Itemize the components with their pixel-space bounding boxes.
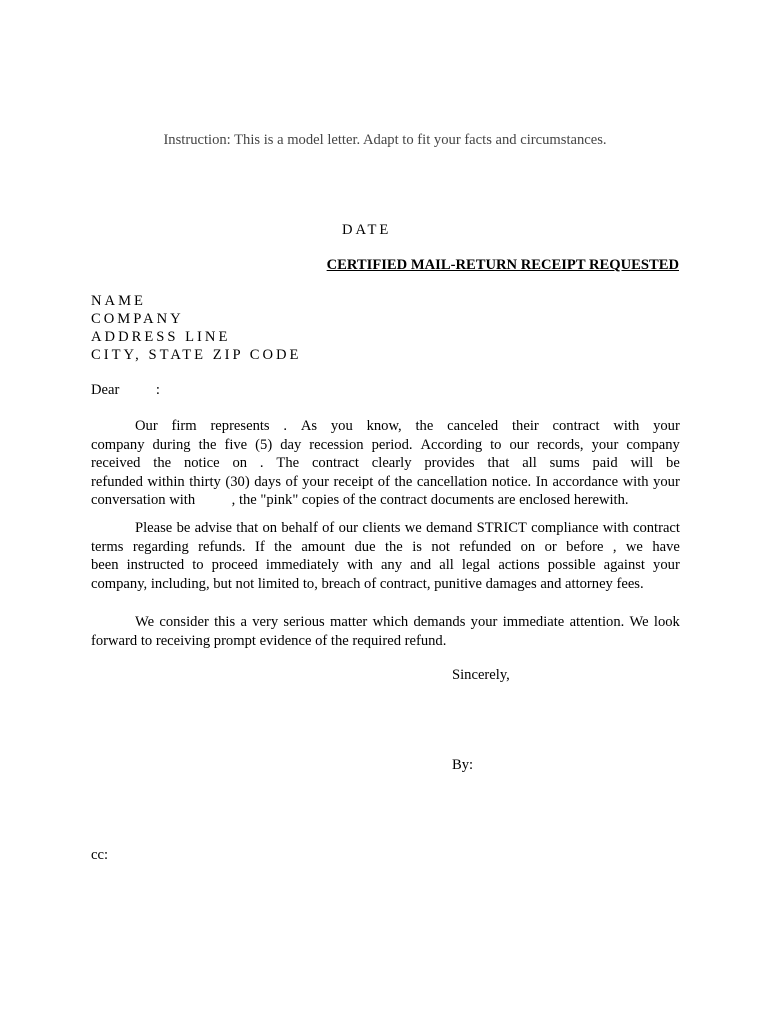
- paragraph-representation: [91, 417, 680, 510]
- paragraph-demand: [91, 519, 680, 593]
- paragraph-line: received the notice on . The contract clearly provides that all sums paid will be: [91, 455, 680, 471]
- recipient-city-state-zip: CITY, STATE ZIP CODE: [91, 347, 302, 363]
- recipient-address-line: ADDRESS LINE: [91, 329, 231, 345]
- paragraph-conclusion: [91, 613, 680, 650]
- paragraph-line: Our firm represents . As you know, the canceled their contract with your: [135, 418, 680, 434]
- paragraph-line: We consider this a very serious matter which demands your immediate attention. We look: [135, 614, 680, 630]
- paragraph-line: Please be advise that on behalf of our clients we demand STRICT compliance with contract: [135, 520, 680, 536]
- salutation: Dear :: [91, 382, 160, 398]
- paragraph-line: conversation with , the "pink" copies of the contract documents are enclosed herewith.: [91, 492, 629, 508]
- paragraph-line: company, including, but not limited to, breach of contract, punitive damages and attorney fees.: [91, 575, 644, 592]
- signature-by-label: By:: [452, 757, 474, 773]
- paragraph-line: refunded within thirty (30) days of your receipt of the cancellation notice. In accordance with your: [91, 473, 680, 490]
- recipient-company: COMPANY: [91, 311, 184, 327]
- recipient-address-block: [91, 292, 301, 364]
- certified-mail-heading: CERTIFIED MAIL-RETURN RECEIPT REQUESTED: [326, 257, 679, 273]
- paragraph-line: forward to receiving prompt evidence of the required refund.: [91, 632, 447, 649]
- instruction-note: Instruction: This is a model letter. Adapt to fit your facts and circumstances.: [163, 132, 607, 148]
- paragraph-line: company during the five (5) day recession period. According to our records, your company: [91, 436, 680, 453]
- closing: Sincerely,: [452, 667, 510, 683]
- recipient-name: NAME: [91, 293, 146, 309]
- cc-label: cc:: [91, 847, 109, 863]
- paragraph-line: been instructed to proceed immediately with any and all legal actions possible against your: [91, 557, 680, 573]
- paragraph-line: terms regarding refunds. If the amount due the is not refunded on or before , we have: [91, 538, 680, 555]
- date-placeholder: DATE: [342, 222, 392, 238]
